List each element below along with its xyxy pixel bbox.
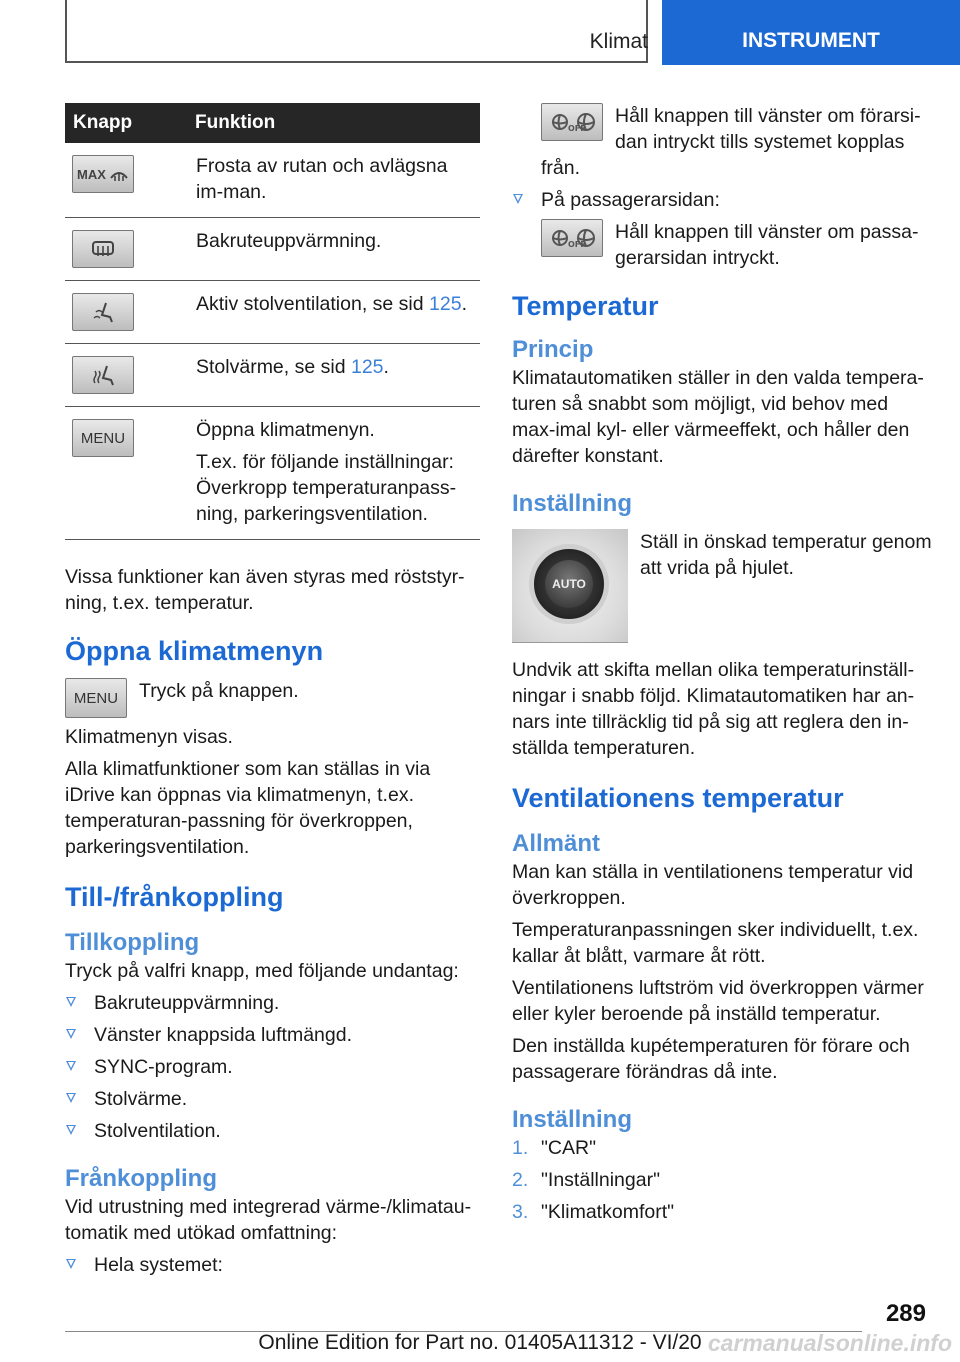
row-function-text: Aktiv stolventilation, se sid 125.	[196, 293, 467, 315]
row-function-text: Öppna klimatmenyn.	[196, 419, 375, 441]
auto-button-icon: AUTO	[545, 560, 593, 608]
row-function-text: Bakruteuppvärmning.	[196, 230, 382, 252]
table-row	[65, 407, 480, 540]
list-item: Hela systemet:	[65, 1252, 480, 1278]
list-item: Vänster knappsida luftmängd.	[65, 1022, 480, 1048]
heading-on-off: Till-/frånkoppling	[65, 882, 284, 912]
triangle-bullet-icon	[66, 1029, 76, 1039]
max-defrost-icon: MAX	[72, 155, 134, 193]
triangle-bullet-icon	[66, 1259, 76, 1269]
setting-text: Ställ in önskad temperatur genom att vrida på hjulet.	[640, 531, 932, 579]
list-item: På passagerarsidan:	[512, 187, 932, 213]
page-ref-link[interactable]: 125	[350, 356, 384, 378]
press-key-text: Tryck på knappen.	[139, 680, 299, 702]
right-column	[512, 103, 932, 1231]
menu-button-icon: MENU	[72, 419, 134, 457]
passenger-list	[512, 187, 932, 213]
svg-text:OFF: OFF	[568, 124, 586, 133]
col-header-function: Funktion	[187, 103, 480, 143]
heading-general: Allmänt	[512, 830, 601, 857]
general-text-1: Man kan ställa in ventilationens temperatur vid överkroppen.	[512, 861, 914, 909]
fan-off-button-icon	[541, 103, 603, 141]
heading-open-menu: Öppna klimatmenyn	[65, 636, 324, 666]
table-row	[65, 344, 480, 407]
table-row	[65, 143, 480, 218]
triangle-bullet-icon	[513, 194, 523, 204]
off-list	[65, 1252, 480, 1278]
general-text-3: Ventilationens luftström vid överkroppen värmer eller kyler beroende på inställd temperatur.	[512, 977, 924, 1025]
voice-note: Vissa funktioner kan även styras med röststyr-ning, t.ex. temperatur.	[65, 566, 465, 614]
page-number: 289	[885, 1300, 926, 1327]
table-row	[65, 281, 480, 344]
header-frame	[65, 0, 648, 63]
triangle-bullet-icon	[66, 997, 76, 1007]
svg-text:OFF: OFF	[568, 240, 586, 249]
general-text-2: Temperaturanpassningen sker individuellt, t.ex. kallar åt blått, varmare åt rött.	[512, 919, 919, 967]
seat-ventilation-icon	[72, 293, 134, 331]
heading-off: Frånkoppling	[65, 1165, 217, 1192]
col-header-key: Knapp	[65, 103, 187, 143]
heading-setting-2: Inställning	[512, 1106, 632, 1133]
heading-vent-temp: Ventilationens temperatur	[512, 783, 844, 813]
page-ref-link[interactable]: 125	[429, 293, 462, 315]
edition-text: Online Edition for Part no. 01405A11312 - VI/20	[258, 1331, 702, 1354]
heading-temperature: Temperatur	[512, 291, 659, 321]
watermark: carmanualsonline.info	[707, 1330, 952, 1356]
steps-list	[512, 1135, 932, 1225]
all-functions-text: Alla klimatfunktioner som kan ställas in via iDrive kan öppnas via klimatmenyn, t.ex. temperaturan-passning för överkroppen, parkeringsventilation.	[65, 758, 431, 858]
menu-button-icon: MENU	[65, 678, 127, 718]
left-column	[65, 103, 480, 1284]
fan-off-button-icon	[541, 219, 603, 257]
avoid-text: Undvik att skifta mellan olika temperaturinställ-ningar i snabb följd. Klimatautomatiken har an-nars inte tillräcklig tid på sig att reglera den in-ställda temperaturen.	[512, 659, 915, 759]
list-item: 2. "Inställningar"	[512, 1169, 660, 1191]
section-tab[interactable]: INSTRUMENT	[662, 0, 960, 65]
list-item: Bakruteuppvärmning.	[65, 990, 480, 1016]
heading-principle: Princip	[512, 336, 594, 363]
table-row	[65, 218, 480, 281]
list-item: 1. "CAR"	[512, 1137, 597, 1159]
row-function-text: Frosta av rutan och avlägsna im-man.	[196, 155, 448, 203]
triangle-bullet-icon	[66, 1061, 76, 1071]
off-passenger-text: Håll knappen till vänster om passa-gerarsidan intryckt.	[615, 221, 919, 269]
button-function-table	[65, 103, 480, 540]
seat-heating-icon	[72, 356, 134, 394]
row-function-text: Stolvärme, se sid 125.	[196, 356, 389, 378]
general-text-4: Den inställda kupétemperaturen för förare och passagerare förändras då inte.	[512, 1035, 910, 1083]
off-intro-text: Vid utrustning med integrerad värme-/klimatau-tomatik med utökad omfattning:	[65, 1196, 472, 1244]
triangle-bullet-icon	[66, 1125, 76, 1135]
list-item: SYNC-program.	[65, 1054, 480, 1080]
heading-on: Tillkoppling	[65, 929, 200, 956]
row-function-text: T.ex. för följande inställningar: Överkropp temperaturanpass-ning, parkeringsventilation.	[196, 451, 457, 525]
heading-setting: Inställning	[512, 490, 632, 517]
off-driver-text: Håll knappen till vänster om förarsi-dan intryckt tills systemet kopplas från.	[541, 105, 921, 179]
list-item: 3. "Klimatkomfort"	[512, 1201, 675, 1223]
on-exceptions-list	[65, 990, 480, 1144]
list-item: Stolventilation.	[65, 1118, 480, 1144]
list-item: Stolvärme.	[65, 1086, 480, 1112]
on-intro-text: Tryck på valfri knapp, med följande undantag:	[65, 960, 459, 982]
menu-shown-text: Klimatmenyn visas.	[65, 726, 233, 748]
temperature-knob-image	[512, 529, 628, 643]
chapter-title: Klimat	[589, 30, 648, 53]
principle-text: Klimatautomatiken ställer in den valda tempera-turen så snabbt som möjligt, vid behov med max-imal kyl- eller värmeeffekt, och håller den därefter konstant.	[512, 367, 924, 467]
triangle-bullet-icon	[66, 1093, 76, 1103]
rear-window-defrost-icon	[72, 230, 134, 268]
